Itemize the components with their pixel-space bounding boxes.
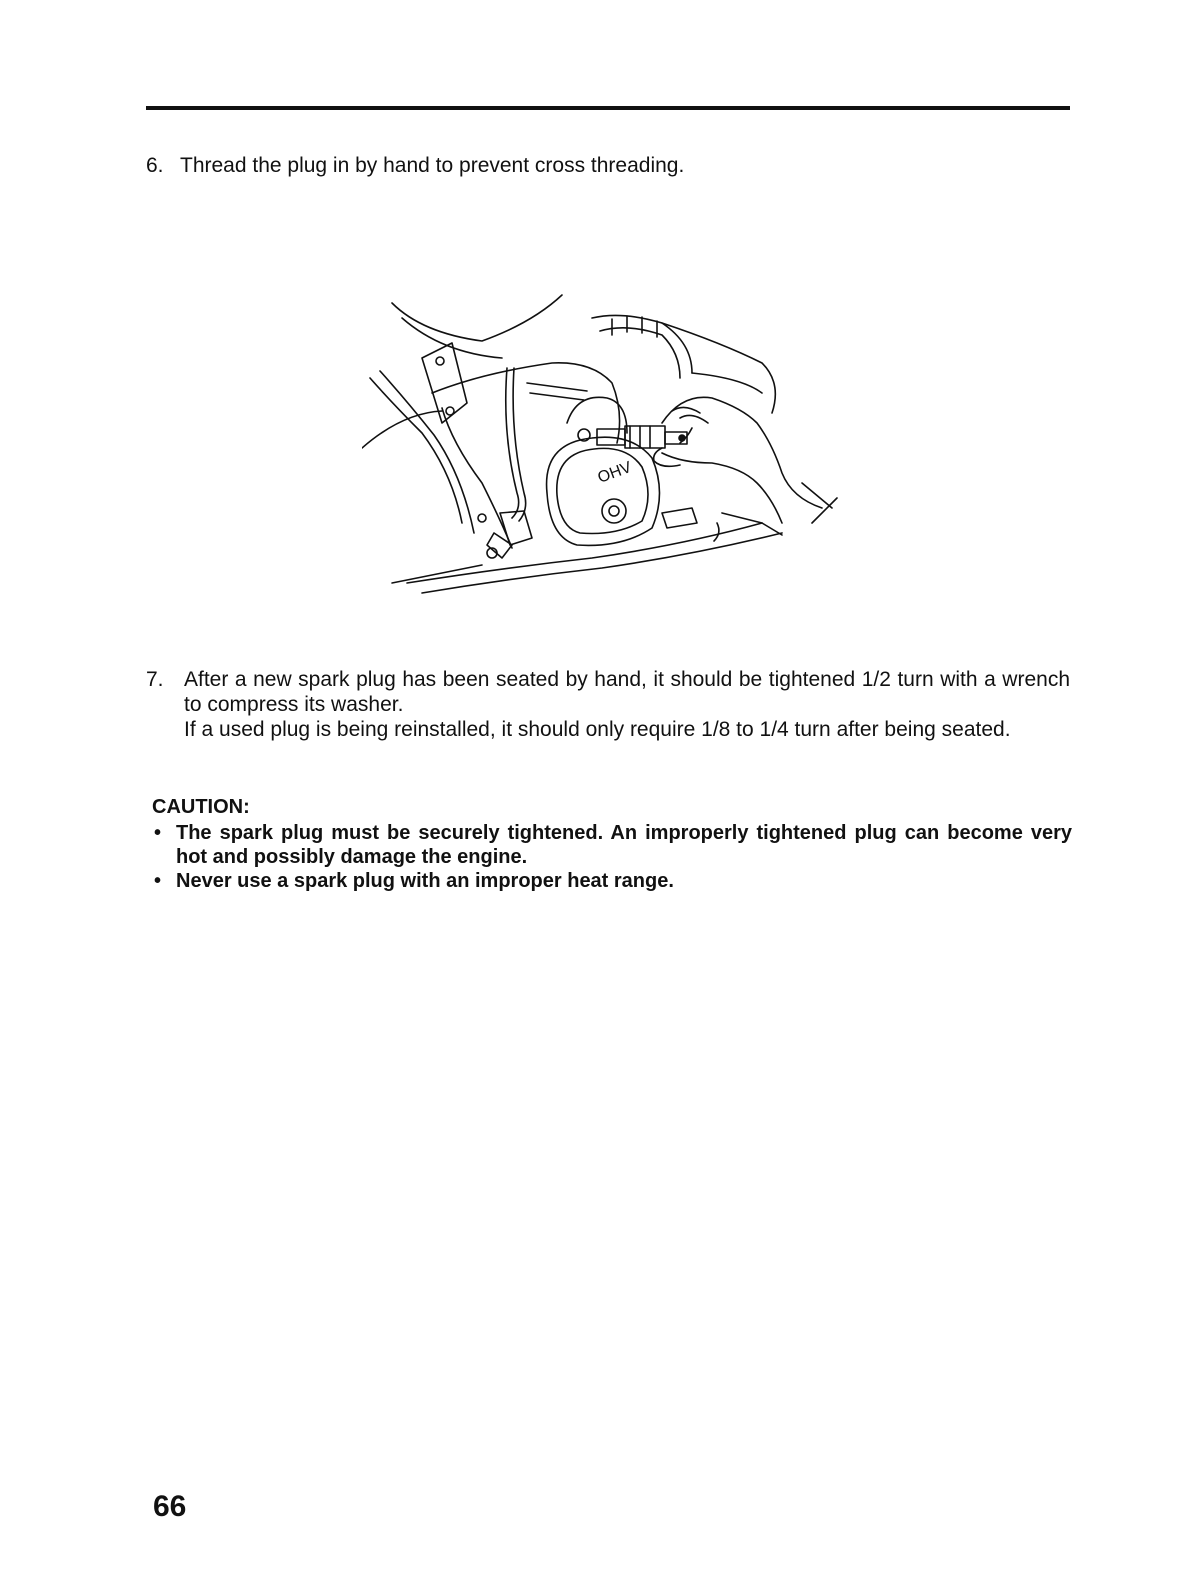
page-number: 66	[153, 1490, 187, 1523]
step-number: 6.	[146, 154, 164, 177]
caution-item: • The spark plug must be securely tightened. An improperly tightened plug can become very hot and possibly damage the engine.	[152, 821, 1072, 869]
step-paragraph: After a new spark plug has been seated by hand, it should be tightened 1/2 turn with a wrench to compress its washer.	[184, 668, 1070, 716]
step-paragraph: If a used plug is being reinstalled, it should only require 1/8 to 1/4 turn after being seated.	[184, 718, 1011, 741]
spark-plug-illustration	[362, 283, 852, 603]
caution-item: • Never use a spark plug with an improper heat range.	[152, 869, 1072, 893]
step-number: 7.	[146, 668, 164, 691]
caution-block	[152, 795, 1072, 893]
caution-heading: CAUTION:	[152, 796, 250, 818]
cover-label: OHV	[595, 458, 634, 487]
step-text: Thread the plug in by hand to prevent cross threading.	[180, 154, 685, 177]
header-rule	[146, 106, 1070, 110]
